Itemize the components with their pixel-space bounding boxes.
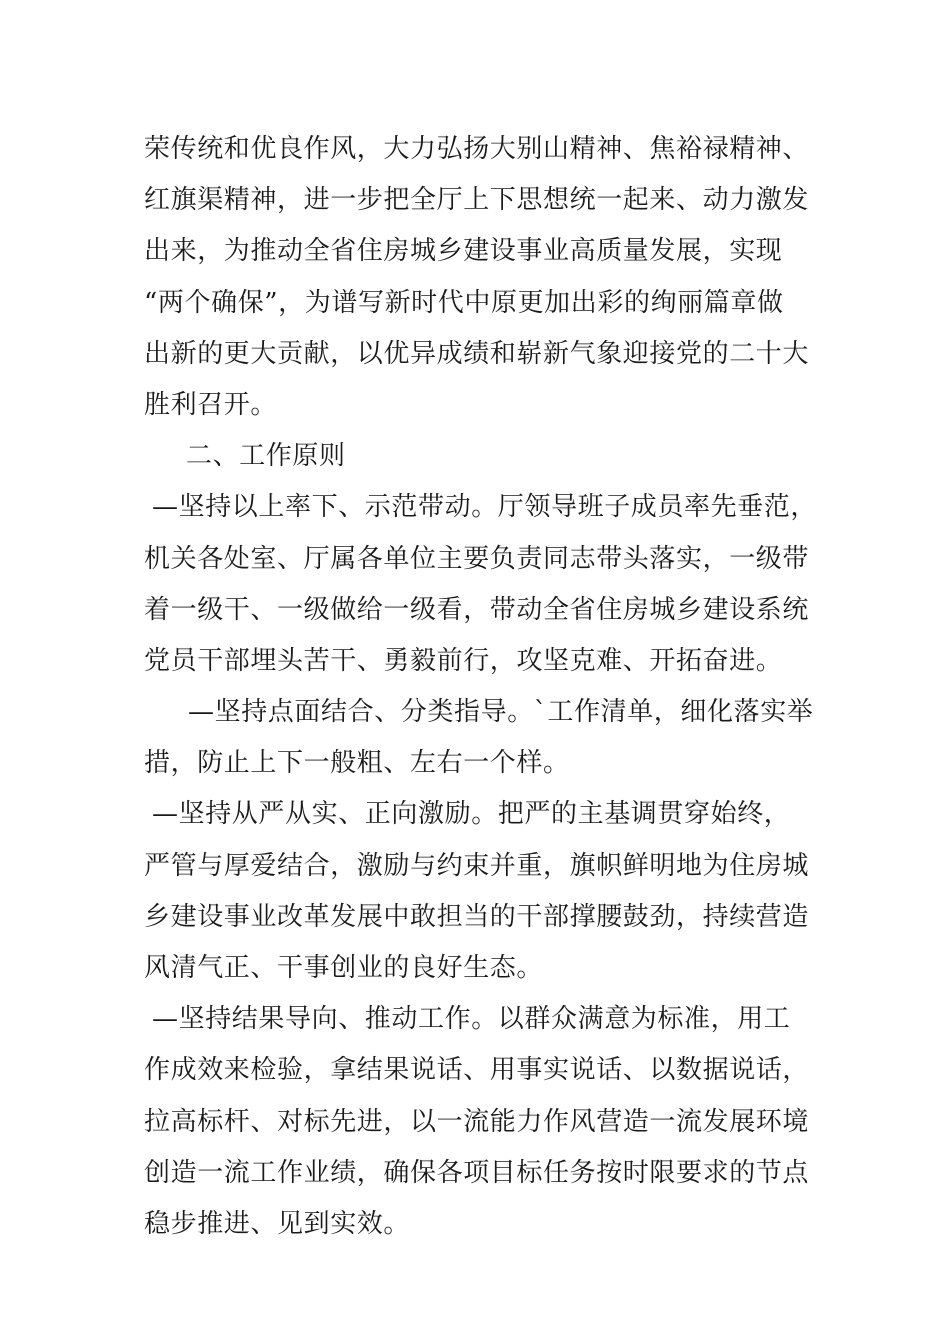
principle-heading-line: —坚持点面结合、分类指导。`工作清单，细化落实举 <box>188 697 814 728</box>
text-line: 创造一流工作业绩，确保各项目标任务按时限要求的节点 <box>144 1157 810 1188</box>
text-line: 严管与厚爱结合，激励与约束并重，旗帜鲜明地为住房城 <box>144 850 810 881</box>
text-line: 作成效来检验，拿结果说话、用事实说话、以数据说话， <box>144 1055 810 1086</box>
text-line: 荣传统和优良作风，大力弘扬大别山精神、焦裕禄精神、 <box>144 134 810 164</box>
principle-heading-line: —坚持结果导向、推动工作。以群众满意为标准，用工 <box>152 1004 791 1035</box>
text-line: 稳步推进、见到实效。 <box>144 1208 411 1239</box>
text-line: 风清气正、干事创业的良好生态。 <box>144 953 544 983</box>
document-body <box>144 124 834 1250</box>
principle-heading-line: —坚持从严从实、正向激励。把严的主基调贯穿始终， <box>152 799 791 830</box>
text-line: 红旗渠精神，进一步把全厅上下思想统一起来、动力激发 <box>144 185 810 216</box>
text-line: 乡建设事业改革发展中敢担当的干部撑腰鼓劲，持续营造 <box>144 901 810 932</box>
section-heading: 二、工作原则 <box>186 441 346 472</box>
text-line: 拉高标杆、对标先进，以一流能力作风营造一流发展环境 <box>144 1106 810 1137</box>
text-line: 党员干部埋头苦干、勇毅前行，攻坚克难、开拓奋进。 <box>144 645 783 676</box>
text-line: 胜利召开。 <box>144 389 278 420</box>
text-line: 机关各处室、厅属各单位主要负责同志带头落实，一级带 <box>144 543 810 574</box>
text-line: “两个确保”，为谱写新时代中原更加出彩的绚丽篇章做 <box>144 287 784 318</box>
principle-heading-line: —坚持以上率下、示范带动。厅领导班子成员率先垂范， <box>152 492 818 523</box>
text-line: 措，防止上下一般粗、左右一个样。 <box>144 748 570 779</box>
text-line: 着一级干、一级做给一级看，带动全省住房城乡建设系统 <box>144 594 810 625</box>
text-line: 出来，为推动全省住房城乡建设事业高质量发展，实现 <box>144 236 783 267</box>
text-line: 出新的更大贡献，以优异成绩和崭新气象迎接党的二十大 <box>144 338 810 369</box>
